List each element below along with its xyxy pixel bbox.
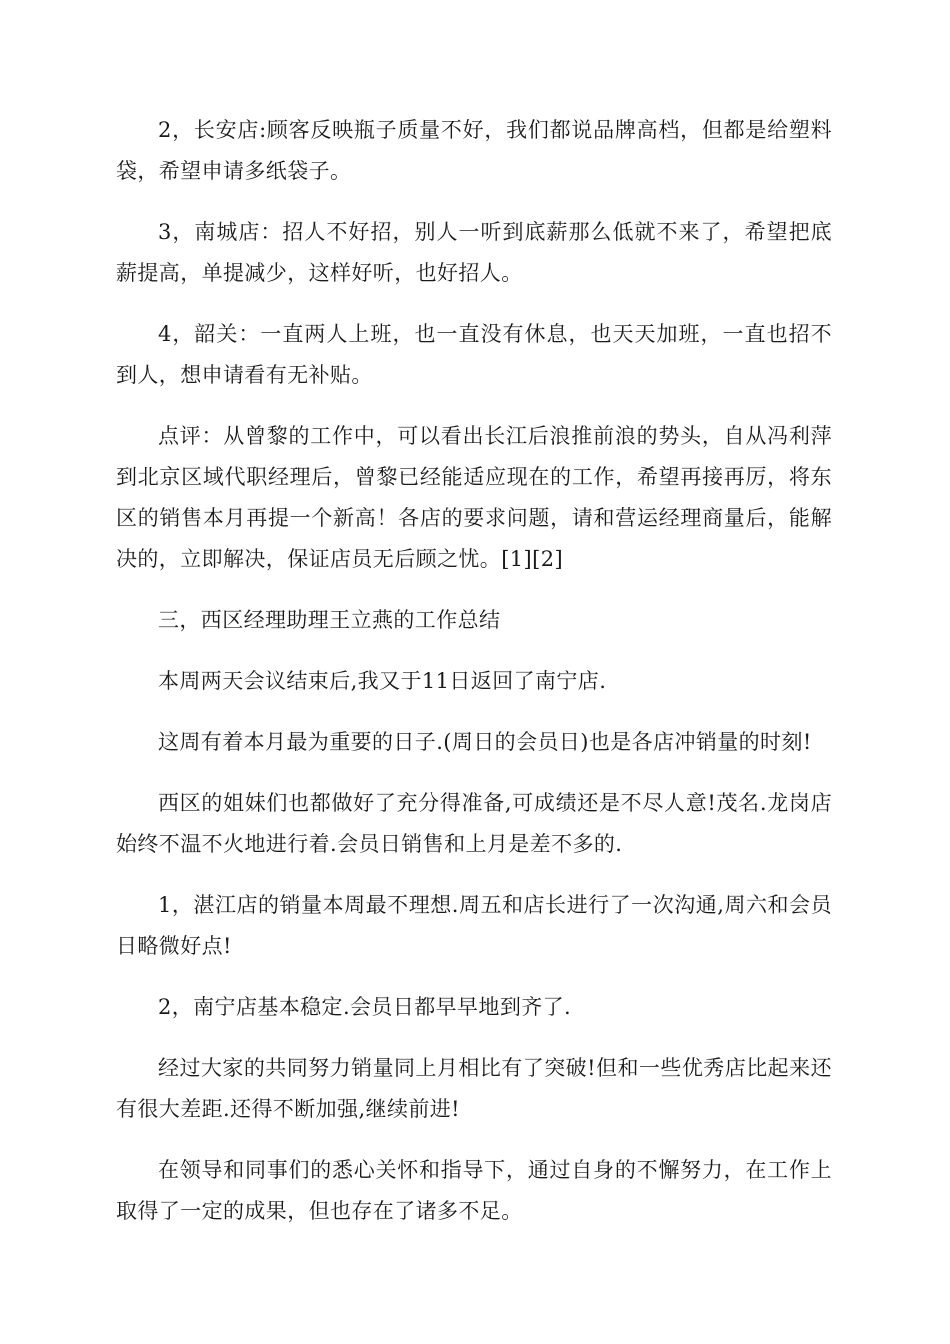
paragraph-west-sisters: 西区的姐妹们也都做好了充分得准备,可成绩还是不尽人意!茂名.龙岗店始终不温不火地进行着.会员日销售和上月是差不多的. [116, 791, 832, 856]
paragraph-member-day: 这周有着本月最为重要的日子.(周日的会员日)也是各店冲销量的时刻! [158, 730, 812, 754]
paragraph-review: 点评：从曾黎的工作中，可以看出长江后浪推前浪的势头，自从冯利萍到北京区域代职经理后，曾黎已经能适应现在的工作，希望再接再厉，将东区的销售本月再提一个新高！各店的要求问题，请和营运经理商量后，能解决的，立即解决，保证店员无后顾之忧。[1][2] [116, 424, 832, 571]
section-heading-west-region: 三，西区经理助理王立燕的工作总结 [158, 608, 501, 632]
paragraph-conclusion: 在领导和同事们的悉心关怀和指导下，通过自身的不懈努力，在工作上取得了一定的成果，但也存在了诸多不足。 [116, 1158, 832, 1223]
paragraph-meeting: 本周两天会议结束后,我又于11日返回了南宁店. [158, 669, 607, 693]
paragraph-nancheng-store: 3，南城店：招人不好招，别人一听到底薪那么低就不来了，希望把底薪提高，单提减少，这样好听，也好招人。 [116, 220, 832, 285]
paragraph-nanning-store: 2，南宁店基本稳定.会员日都早早地到齐了. [158, 995, 572, 1019]
paragraph-breakthrough: 经过大家的共同努力销量同上月相比有了突破!但和一些优秀店比起来还有很大差距.还得不断加强,继续前进! [116, 1056, 832, 1121]
paragraph-zhanjiang-store: 1，湛江店的销量本周最不理想.周五和店长进行了一次沟通,周六和会员日略微好点! [116, 893, 832, 958]
paragraph-changan-store: 2，长安店:顾客反映瓶子质量不好，我们都说品牌高档，但都是给塑料袋，希望申请多纸袋子。 [116, 118, 832, 183]
paragraph-shaoguan-store: 4，韶关：一直两人上班，也一直没有休息，也天天加班，一直也招不到人，想申请看有无补贴。 [116, 322, 832, 387]
document-body [116, 110, 832, 1252]
